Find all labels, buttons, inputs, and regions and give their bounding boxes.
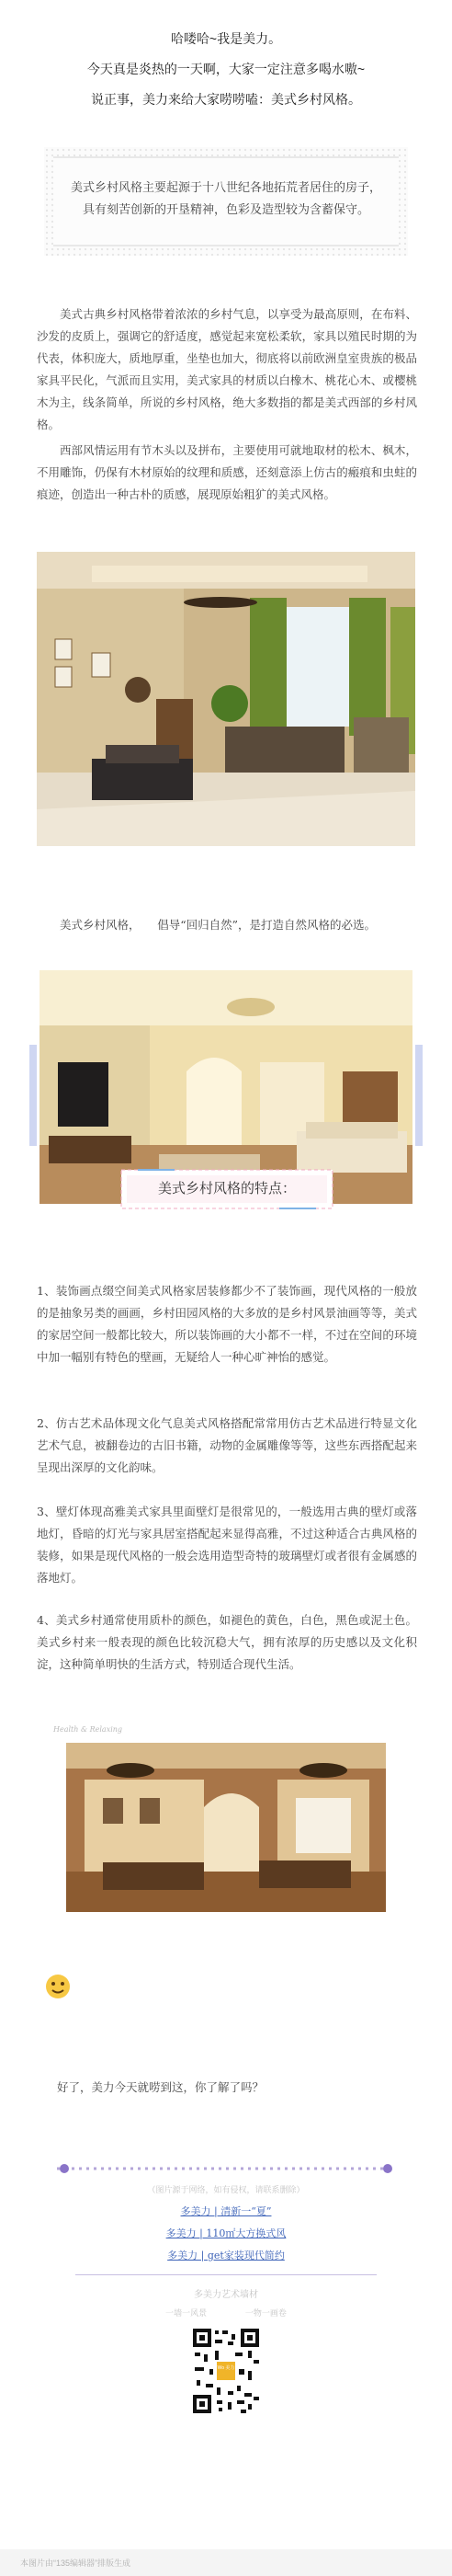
related-link-2[interactable]: 多美力 | 110㎡大方换式风 [165, 2227, 287, 2239]
right-accent-bar [415, 1045, 423, 1146]
footer-divider [75, 2274, 377, 2275]
quote-box [44, 147, 408, 256]
dining-room-photo [66, 1743, 386, 1912]
feature-4: 4、美式乡村通常使用质朴的颜色，如褪色的黄色，白色，黑色或泥土色。美式乡村来一般表现的颜色比较沉稳大气，拥有浓厚的历史感以及文化积淀，这种简单明快的生活方式，特别适合现代生活。 [37, 1613, 417, 1671]
intro-line-1: 哈喽哈~我是美力。 [170, 31, 282, 46]
quote-text: 美式乡村风格主要起源于十八世纪各地拓荒者居住的房子，具有刻苦创新的开垦精神，色彩及造型较为含蓄保守。 [70, 180, 381, 216]
editor-credit: 本图片由“135编辑器”排版生成 [20, 2559, 131, 2568]
living-room-photo-1 [37, 552, 415, 846]
paragraph-2: 西部风情运用有节木头以及拼布，主要使用可就地取材的松木、枫木，不用雕饰，仍保有木材原始的纹理和质感，还刻意添上仿古的瘢痕和虫蛀的痕迹，创造出一种古朴的质感，展现原始粗犷的美式风格。 [37, 443, 417, 501]
intro-line-3: 说正事，美力来给大家唠唠嗑：美式乡村风格。 [91, 92, 361, 107]
paragraph-1: 美式古典乡村风格带着浓浓的乡村气息，以享受为最高原则，在布料、沙发的皮质上，强调它的舒适度，感觉起来宽松柔软，家具以殖民时期的为代表，体积庞大，质地厚重，坐垫也加大，彻底将以前欧洲皇室贵族的极品家具平民化，气派而且实用，美式家具的材质以白橡木、桃花心木、或樱桃木为主，线条简单，所说的乡村风格，绝大多数指的都是美式西部的乡村风格。 [37, 307, 417, 431]
related-link-1[interactable]: 多美力 | 清新一“夏” [180, 2205, 272, 2217]
quote-frame [53, 156, 399, 246]
left-accent-bar [29, 1045, 37, 1146]
feature-2: 2、仿古艺术品体现文化气息美式风格搭配常常用仿古艺术品进行特显文化艺术气息，被翻卷边的古旧书籍，动物的金属雕像等等，这些东西搭配起来呈现出深厚的文化韵味。 [37, 1416, 417, 1474]
banner-title: 美式乡村风格的特点： [157, 1181, 296, 1196]
features-banner [119, 1166, 334, 1212]
related-link-3[interactable]: 多美力 | get家装现代简约 [167, 2250, 285, 2261]
qr-code [191, 2327, 261, 2415]
slogan-1: 一墙一风景 [165, 2309, 208, 2318]
related-links [0, 2201, 452, 2267]
copyright-note: （图片源于网络，如有侵权，请联系删除） [147, 2186, 305, 2195]
photo-caption-small: Health & Relaxing [53, 1725, 123, 1734]
brand-name: 多美力艺术墙材 [194, 2290, 258, 2300]
slogan-2: 一物一画卷 [244, 2309, 287, 2318]
face-emoji-icon [44, 1973, 72, 2000]
intro-block [0, 24, 452, 115]
paragraph-3: 美式乡村风格， 倡导“回归自然”，是打造自然风格的必选。 [60, 918, 377, 932]
qr-logo-label: Wo 美力 [217, 2365, 235, 2371]
brand-slogans [0, 2307, 452, 2318]
intro-line-2: 今天真是炎热的一天啊，大家一定注意多喝水嗷~ [86, 62, 366, 76]
feature-1: 1、装饰画点缀空间美式风格家居装修都少不了装饰画，现代风格的一般放的是抽象另类的画画，乡村田园风格的大多放的是乡村风景油画等等，美式的家居空间一般都比较大，所以装饰画的大小都不一样，不过在空间的环境中加一幅别有特色的壁画，无疑给人一种心旷神怡的感觉。 [37, 1284, 417, 1364]
dotted-divider [57, 2161, 395, 2176]
feature-3: 3、壁灯体现高雅美式家具里面壁灯是很常见的，一般选用古典的壁灯或落地灯，昏暗的灯光与家具居室搭配起来显得高雅，不过这种适合古典风格的装修，如果是现代风格的一般会选用造型奇特的玻璃壁灯或者很有金属感的落地灯。 [37, 1505, 417, 1585]
closing-text: 好了，美力今天就唠到这，你了解了吗？ [57, 2080, 265, 2094]
